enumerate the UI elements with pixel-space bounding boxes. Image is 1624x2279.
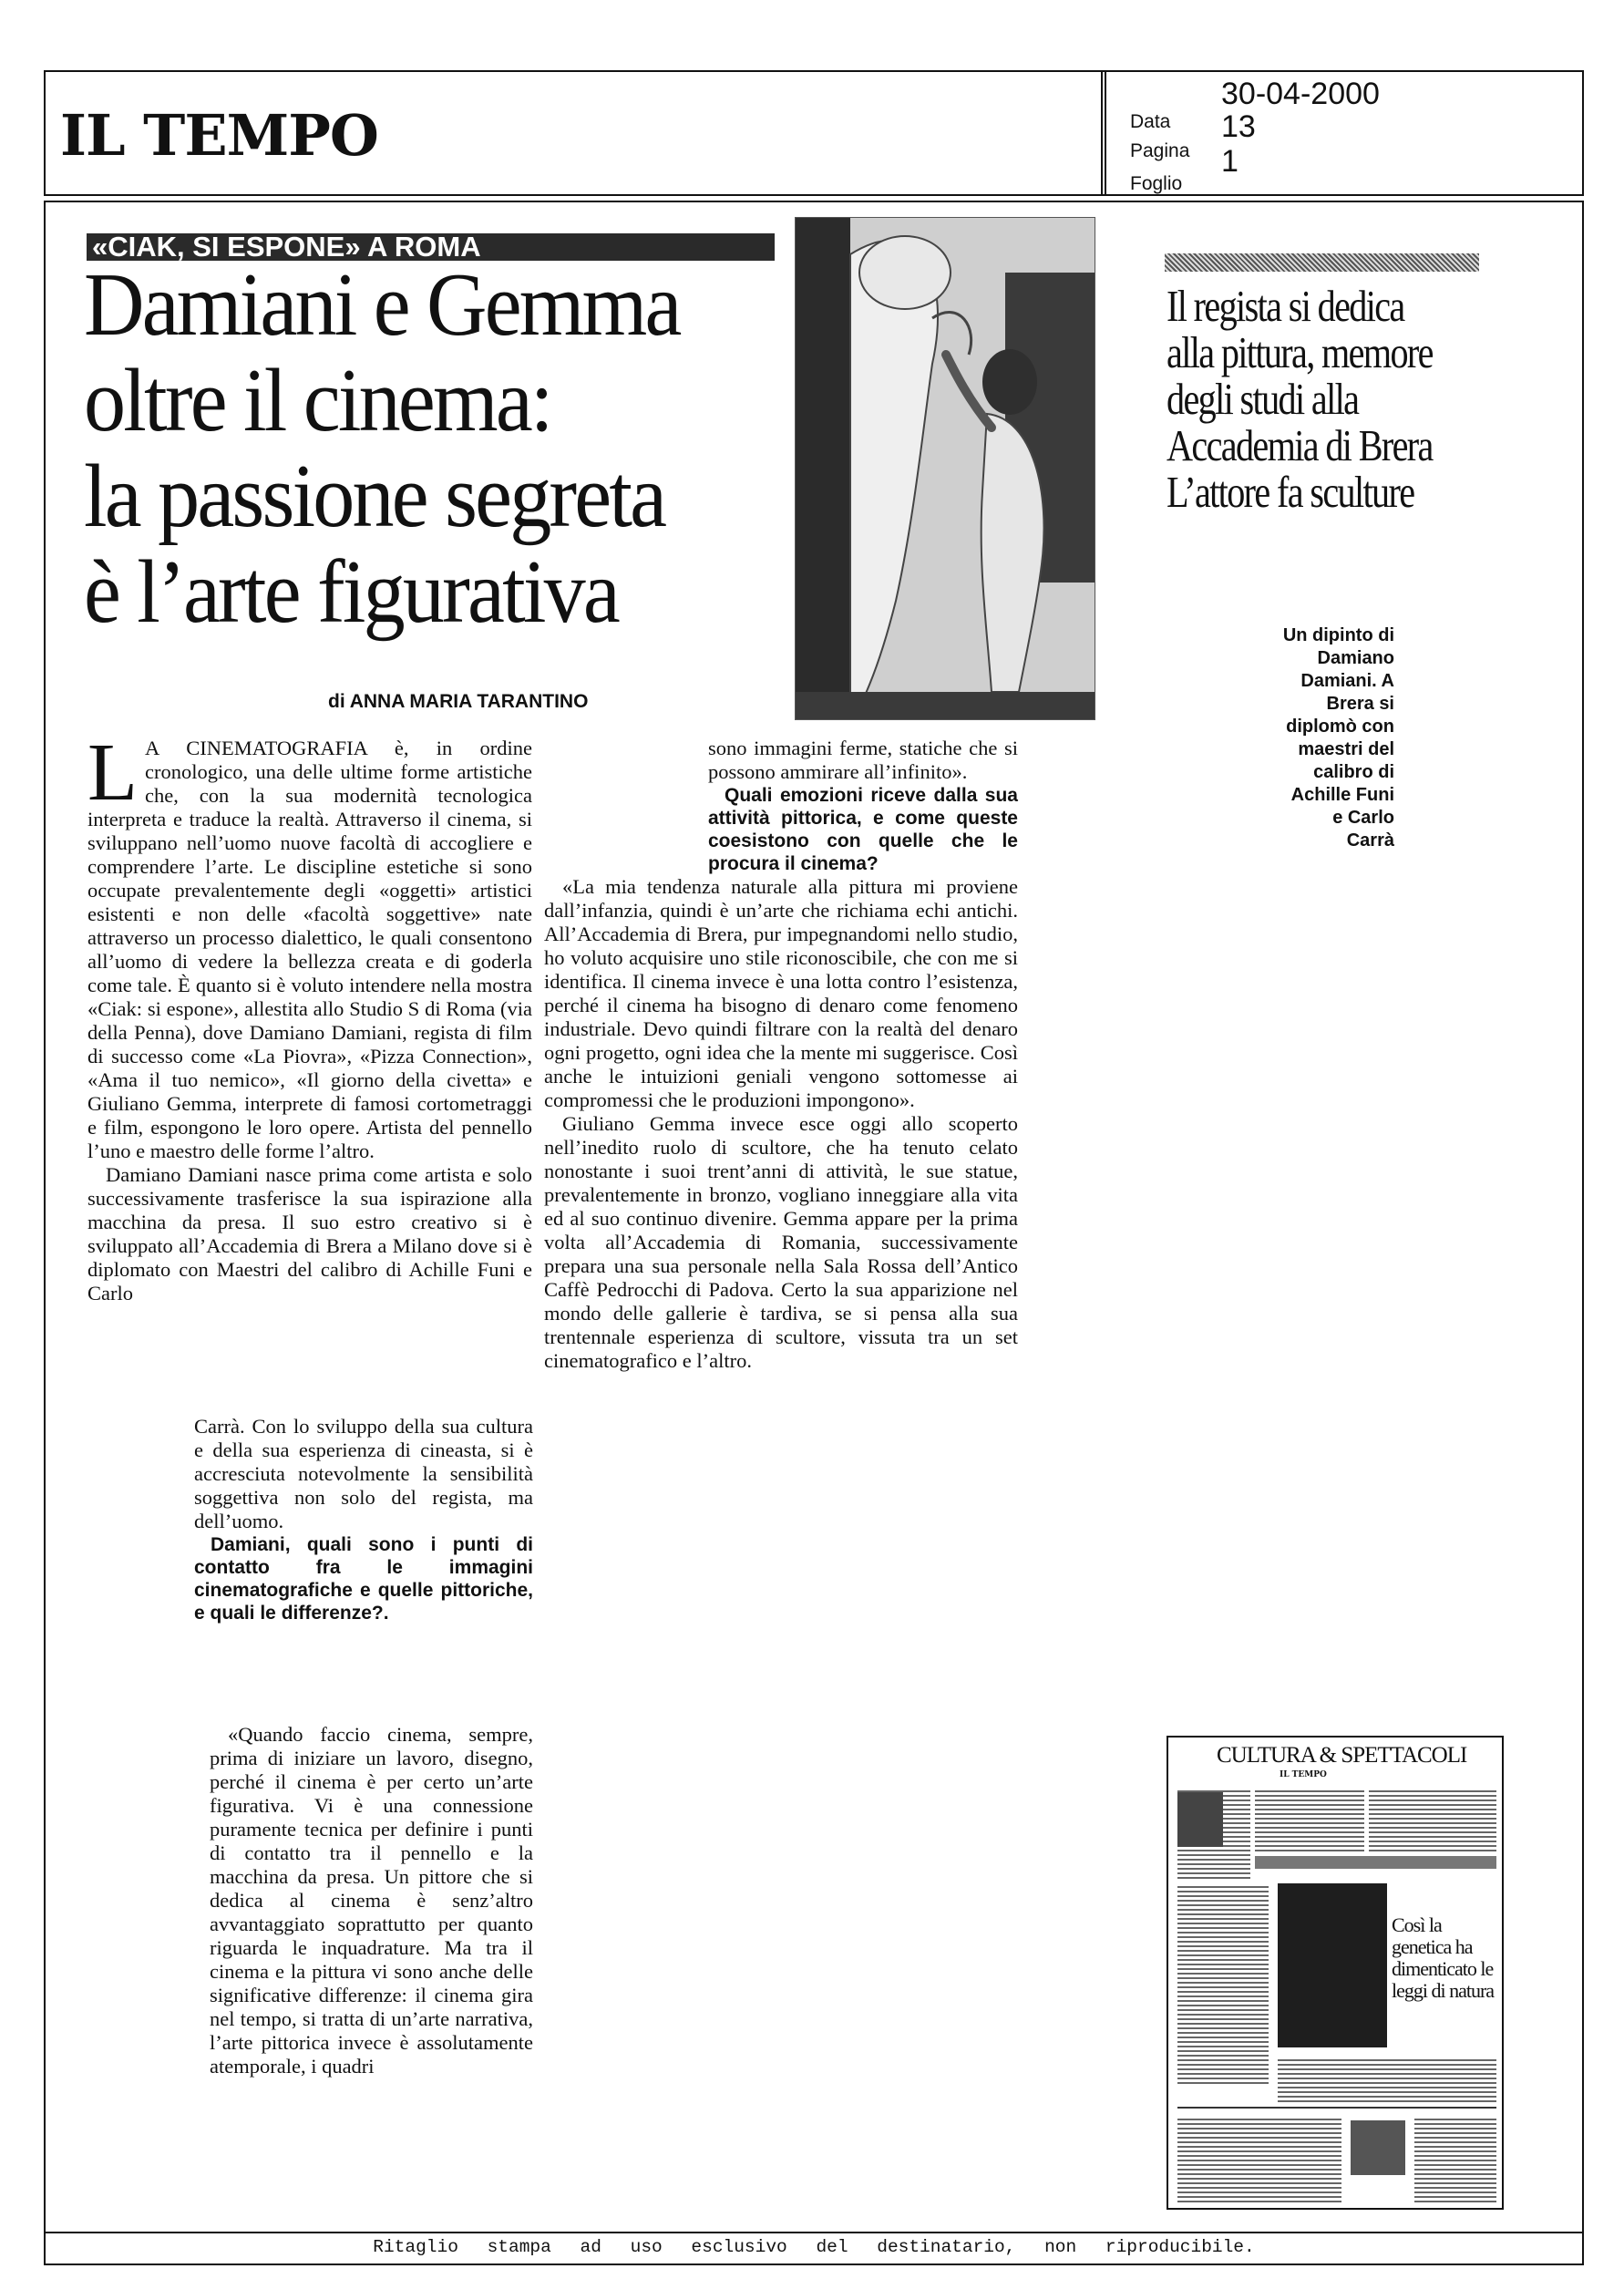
thumb-photo bbox=[1177, 1792, 1223, 1847]
thumb-paper-name: IL TEMPO bbox=[1280, 1770, 1327, 1779]
sidebar-title-line: Accademia di Brera bbox=[1167, 420, 1433, 470]
caption-line: Carrà bbox=[1346, 830, 1394, 851]
pagina-label: Pagina bbox=[1130, 140, 1190, 161]
paragraph: Damiano Damiani nasce prima come artista e solo successivamente trasferisce la sua ispirazione alla macchina da presa. Il suo estro creativo si è sviluppato all’Accademia di Brera a Milano dove si è diplomato con Maestri del calibro di Achille Funi e Carlo bbox=[87, 1163, 532, 1304]
sidebar-title-line: L’attore fa sculture bbox=[1167, 467, 1414, 517]
paragraph: sono immagini ferme, statiche che si possono ammirare all’infinito». bbox=[708, 737, 1018, 783]
caption-line: Damiani. A bbox=[1300, 671, 1394, 691]
paragraph bbox=[87, 727, 532, 1163]
painting-photo bbox=[795, 217, 1095, 720]
header-divider bbox=[1101, 70, 1106, 196]
caption-line: Damiano bbox=[1317, 648, 1394, 668]
sidebar-kicker-bar bbox=[1165, 253, 1479, 272]
thumb-text-block bbox=[1177, 2116, 1341, 2202]
thumb-text-block bbox=[1414, 2116, 1496, 2202]
caption-line: maestri del bbox=[1298, 739, 1394, 759]
headline-line: è l’arte figurativa bbox=[84, 542, 619, 642]
article-column-1-continued bbox=[194, 1415, 533, 1624]
thumb-section-title: CULTURA & SPETTACOLI bbox=[1217, 1743, 1467, 1768]
painting-figures-illustration bbox=[796, 218, 1095, 720]
caption-line: e Carlo bbox=[1332, 808, 1394, 828]
sidebar-title-line: degli studi alla bbox=[1167, 374, 1359, 424]
thumb-banner bbox=[1255, 1856, 1496, 1869]
sidebar-title-line: Il regista si dedica bbox=[1167, 281, 1404, 331]
drop-cap: L bbox=[87, 727, 138, 818]
thumb-text-block bbox=[1278, 2057, 1496, 2102]
foglio-label: Foglio bbox=[1130, 173, 1183, 194]
paragraph: Giuliano Gemma invece esce oggi allo scoperto nell’inedito ruolo di scultore, che ha tenuto celato nonostante i suoi trent’anni di attività, le sue statue, prevalentemente in bronzo, vogliano inneggiare alla vita ed al suo continuo divenire. Gemma appare per la prima volta all’Accademia di Romania, successivamente prepara una sua personale nella Sala Rossa dell’Antico Caffè Pedrocchi di Padova. Certo la sua apparizione nel mondo delle gallerie è tardiva, se si pensa alla sua trentennale esperienza di scultore, vissuta tra un set cinematografico e l’altro. bbox=[544, 1112, 1018, 1372]
paragraph: Carrà. Con lo sviluppo della sua cultura e della sua esperienza di cineasta, si è accresciuta notevolmente la sensibilità soggettiva non solo del regista, ma dell’uomo. bbox=[194, 1415, 533, 1532]
paragraph-text: A CINEMATOGRAFIA è, in ordine cronologico, una delle ultime forme artistiche che, con la sua modernità tecnologica interpreta e traduce la realtà. Attraverso il cinema, si sviluppano nell’uomo nuove facoltà di accogliere e comprendere l’arte. Le discipline estetiche si sono occupate prevalentemente degli «oggetti» artistici esistenti e non delle «facoltà soggettive» nate attraverso un processo dialettico, le quali consentono all’uomo di vedere la bellezza creata e di goderla come tale. È quanto si è voluto intendere nella mostra «Ciak: si espone», allestita allo Studio S di Roma (via della Penna), dove Damiano Damiani, regista di film di successo come «La Piovra», «Pizza Connection», «Ama il tuo nemico», «Il giorno della civetta» e Giuliano Gemma, interprete di famosi cortometraggi e film, espongono le loro opere. Artista del pennello l’uno e maestro delle forme l’altro. bbox=[87, 737, 532, 1162]
foglio-value: 1 bbox=[1221, 144, 1239, 179]
interview-question: Damiani, quali sono i punti di contatto fra le immagini cinematografiche e quelle pittoriche, e quali le differenze?. bbox=[194, 1534, 533, 1624]
thumb-photo bbox=[1351, 2120, 1405, 2175]
article-column-2 bbox=[544, 737, 1018, 1373]
footer-notice: Ritaglio stampa ad uso esclusivo del destinatario, non riproducibile. bbox=[44, 2233, 1584, 2265]
thumb-text-block bbox=[1369, 1788, 1496, 1851]
paragraph: «La mia tendenza naturale alla pittura mi proviene dall’infanzia, quindi è un’arte che richiama echi antichi. All’Accademia di Brera, pur impegnandomi nello studio, ho voluto acquisire uno stile riconoscibile, che con me si identifica. Il cinema invece è una lotta contro l’esistenza, perché il cinema ha bisogno di denaro come fenomeno industriale. Devo quindi filtrare con la realtà del denaro ogni progetto, ogni idea che la mente mi suggerisce. Così anche le intuizioni geniali vengono sottomesse ai compromessi che le produzioni impongono». bbox=[544, 875, 1018, 1111]
caption-line: calibro di bbox=[1313, 762, 1394, 782]
thumb-text-block bbox=[1177, 1883, 1269, 2084]
caption-line: Un dipinto di bbox=[1282, 625, 1394, 645]
article-kicker: «CIAK, SI ESPONE» A ROMA bbox=[87, 233, 775, 261]
paragraph: «Quando faccio cinema, sempre, prima di iniziare un lavoro, disegno, perché il cinema è per certo un’arte figurativa. Vi è una connessione puramente tecnica per definire i punti di contatto tra il pennello e la macchina da presa. Un pittore che si dedica al cinema è senz’altro avvantaggiato soprattutto per quanto riguarda le inquadrature. Ma tra il cinema e la pittura vi sono anche delle significative differenze: il cinema gira nel tempo, si tratta di un’arte narrativa, l’arte pittorica invece è assolutamente atemporale, i quadri bbox=[210, 1723, 533, 2078]
interview-question: Quali emozioni riceve dalla sua attività pittorica, e come queste coesistono con quelle che le procura il cinema? bbox=[708, 785, 1018, 874]
thumb-rule bbox=[1177, 2107, 1496, 2109]
thumb-text-block bbox=[1255, 1788, 1364, 1851]
article-headline bbox=[84, 257, 728, 640]
caption-line: diplomò con bbox=[1286, 717, 1394, 737]
headline-line: oltre il cinema: bbox=[84, 351, 551, 450]
newspaper-logo: IL TEMPO bbox=[60, 102, 378, 169]
data-label: Data bbox=[1130, 111, 1171, 132]
thumb-photo bbox=[1278, 1883, 1387, 2047]
article-column-1 bbox=[87, 727, 532, 1305]
caption-line: Brera si bbox=[1326, 694, 1394, 714]
article-column-1-answer bbox=[210, 1723, 533, 2078]
sidebar-title bbox=[1167, 283, 1435, 515]
headline-line: Damiani e Gemma bbox=[84, 255, 680, 355]
byline: di ANNA MARIA TARANTINO bbox=[328, 691, 589, 712]
pagina-value: 13 bbox=[1221, 109, 1256, 144]
photo-caption bbox=[1194, 624, 1394, 852]
data-value: 30-04-2000 bbox=[1221, 77, 1380, 111]
sidebar-title-line: alla pittura, memore bbox=[1167, 327, 1433, 377]
caption-line: Achille Funi bbox=[1290, 785, 1394, 805]
thumb-headline: Così la genetica ha dimenticato le leggi di natura bbox=[1392, 1913, 1495, 2002]
headline-line: la passione segreta bbox=[84, 447, 665, 546]
